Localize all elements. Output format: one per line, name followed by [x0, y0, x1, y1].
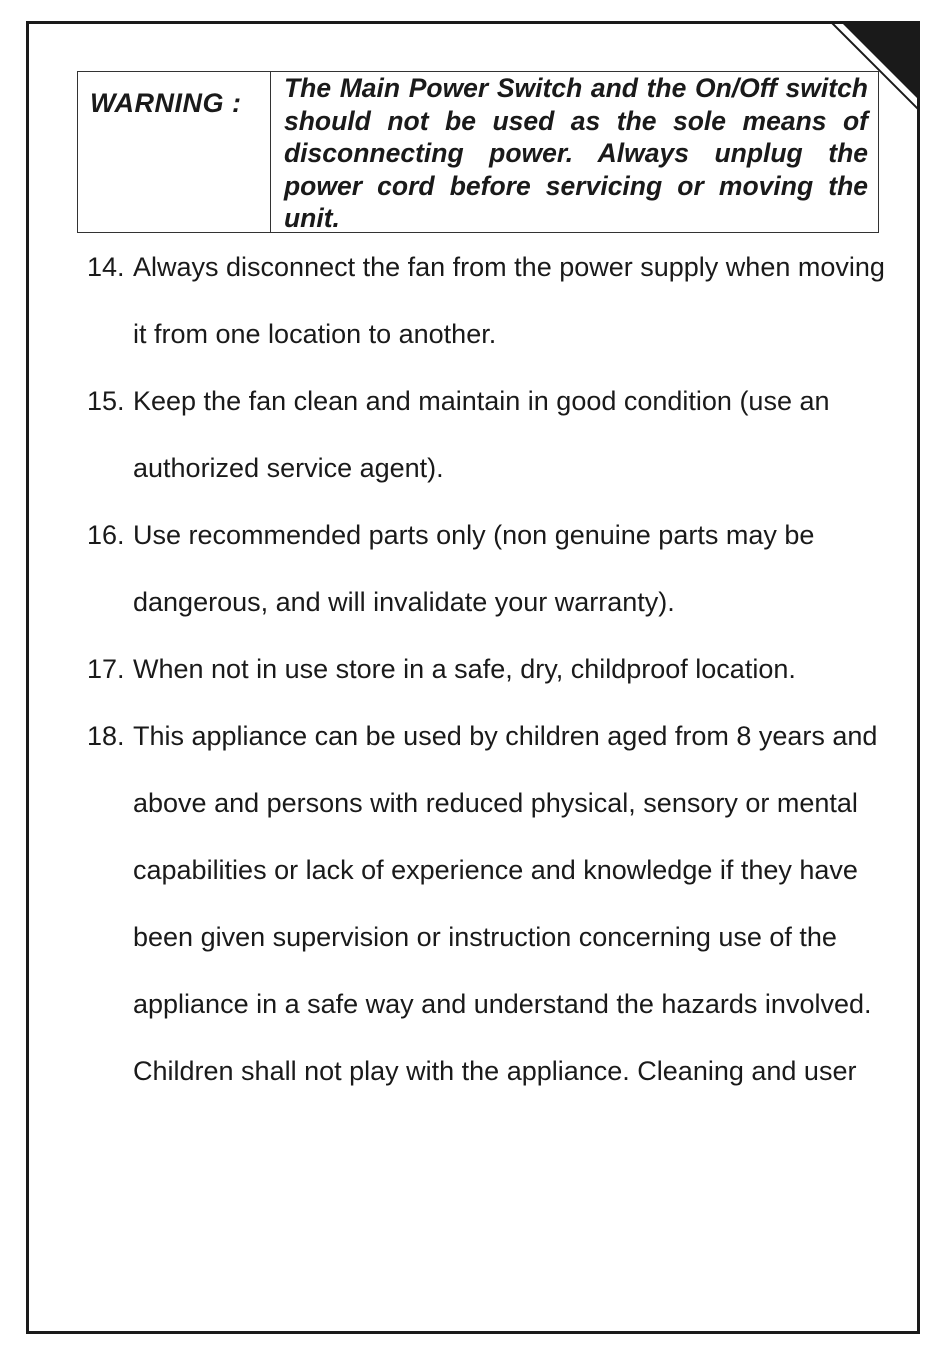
- list-item: [87, 703, 887, 1105]
- list-item: [87, 636, 887, 703]
- page-frame: [26, 21, 920, 1334]
- instruction-list: [87, 234, 887, 1105]
- item-text: Keep the fan clean and maintain in good condition (use an authorized service agent).: [133, 386, 830, 483]
- item-number: 17.: [87, 654, 125, 684]
- list-item: [87, 502, 887, 636]
- warning-box: [77, 71, 879, 233]
- item-number: 18.: [87, 721, 125, 751]
- item-text: When not in use store in a safe, dry, childproof location.: [133, 654, 796, 684]
- warning-label: WARNING :: [90, 88, 242, 118]
- item-number: 14.: [87, 252, 125, 282]
- item-number: 15.: [87, 386, 125, 416]
- item-text: Use recommended parts only (non genuine parts may be dangerous, and will invalidate your warranty).: [133, 520, 815, 617]
- item-number: 16.: [87, 520, 125, 550]
- warning-text: The Main Power Switch and the On/Off switch should not be used as the sole means of disconnecting power. Always unplug the power cord before servicing or moving the unit.: [284, 73, 868, 233]
- warning-divider: [270, 72, 271, 232]
- item-text: Always disconnect the fan from the power supply when moving it from one location to another.: [133, 252, 885, 349]
- list-item: [87, 234, 887, 368]
- item-text: This appliance can be used by children aged from 8 years and above and persons with reduced physical, sensory or mental capabilities or lack of experience and knowledge if they have been given supervision or instruction concerning use of the appliance in a safe way and understand the hazards involved. Children shall not play with the appliance. Cleaning and user: [133, 721, 878, 1086]
- list-item: [87, 368, 887, 502]
